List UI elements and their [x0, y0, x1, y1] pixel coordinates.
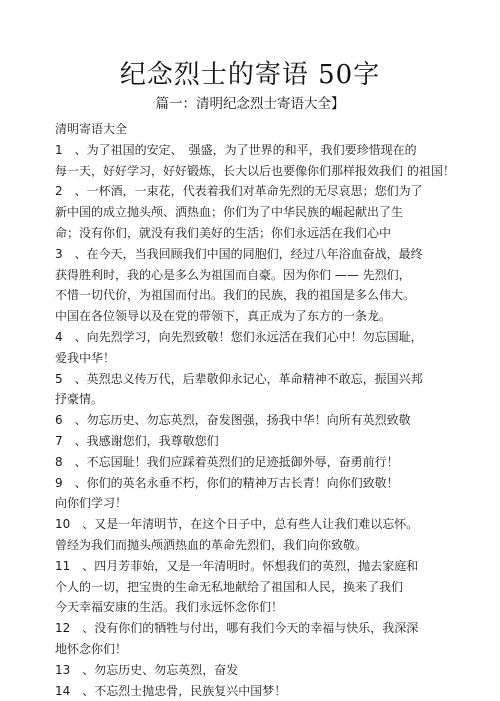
- body-line: 13 、勿忘历史、勿忘英烈，奋发: [55, 662, 239, 677]
- body-line: 2 、一杯酒，一束花，代表着我们对革命先烈的无尽哀思；您们为了: [55, 184, 423, 199]
- body-line: 不惜一切代价，为祖国而付出。我们的民族，我的祖国是多么伟大。: [55, 288, 416, 303]
- body-line: 14 、不忘烈士抛忠骨，民族复兴中国梦！: [55, 683, 287, 698]
- body-line: 每一天，好好学习，好好锻炼，长大以后也要像你们那样报效我们 的祖国！: [55, 163, 455, 178]
- body-line: 向你们学习！: [55, 496, 128, 511]
- body-line: 8 、不忘国耻！我们应踩着英烈们的足迹抵御外辱，奋勇前行！: [55, 454, 399, 469]
- body-line: 新中国的成立抛头颅、洒热血；你们为了中华民族的崛起献出了生: [55, 205, 404, 220]
- body-line: 抒豪情。: [55, 392, 104, 407]
- body-line: 11 、四月芳菲始，又是一年清明时。怀想我们的英烈，抛去家庭和: [55, 558, 419, 573]
- body-line: 曾经为我们而抛头颅洒热血的革命先烈们，我们向你致敬。: [55, 537, 368, 552]
- body-line: 5 、英烈忠义传万代，后辈敬仰永记心，革命精神不敢忘，振国兴邦: [55, 371, 423, 386]
- body-line: 今天幸福安康的生活。我们永远怀念你们！: [55, 600, 284, 615]
- body-line: 命；没有你们，就没有我们美好的生活；你们永远活在我们心中: [55, 225, 392, 240]
- body-line: 获得胜利时，我的心是多么为祖国而自豪。因为你们 —— 先烈们，: [55, 267, 411, 282]
- document-title: 纪念烈士的寄语 50字: [119, 60, 381, 90]
- body-line: 7 、我感谢您们，我尊敬您们: [55, 433, 219, 448]
- document-body: [55, 119, 500, 701]
- body-line: 3 、在今天，当我回顾我们中国的同胞们，经过八年浴血奋战，最终: [55, 246, 423, 261]
- body-line: 地怀念你们！: [55, 641, 128, 656]
- body-line: 6 、勿忘历史、勿忘英烈，奋发图强，扬我中华！向所有英烈致敬: [55, 413, 411, 428]
- body-line: 4 、向先烈学习，向先烈致敬！您们永远活在我们心中！勿忘国耻，: [55, 329, 423, 344]
- body-line: 1 、为了祖国的安定、 强盛，为了世界的和平，我们要珍惜现在的: [55, 142, 417, 157]
- body-line: 9 、你们的英名永垂不朽，你们的精神万古长青！向你们致敬！: [55, 475, 399, 490]
- body-line: 爱我中华！: [55, 350, 116, 365]
- body-line: 个人的一切，把宝贵的生命无私地献给了祖国和人民，换来了我们: [55, 579, 404, 594]
- body-line: 12 、没有你们的牺牲与付出，哪有我们今天的幸福与快乐，我深深: [55, 621, 419, 636]
- document-subtitle: 篇一：清明纪念烈士寄语大全】: [155, 96, 345, 112]
- body-line: 10 、又是一年清明节，在这个日子中，总有些人让我们难以忘怀。: [55, 517, 419, 532]
- body-line: 中国在各位领导以及在党的带领下，真正成为了东方的一条龙。: [55, 309, 392, 324]
- section-heading: 清明寄语大全: [55, 122, 128, 136]
